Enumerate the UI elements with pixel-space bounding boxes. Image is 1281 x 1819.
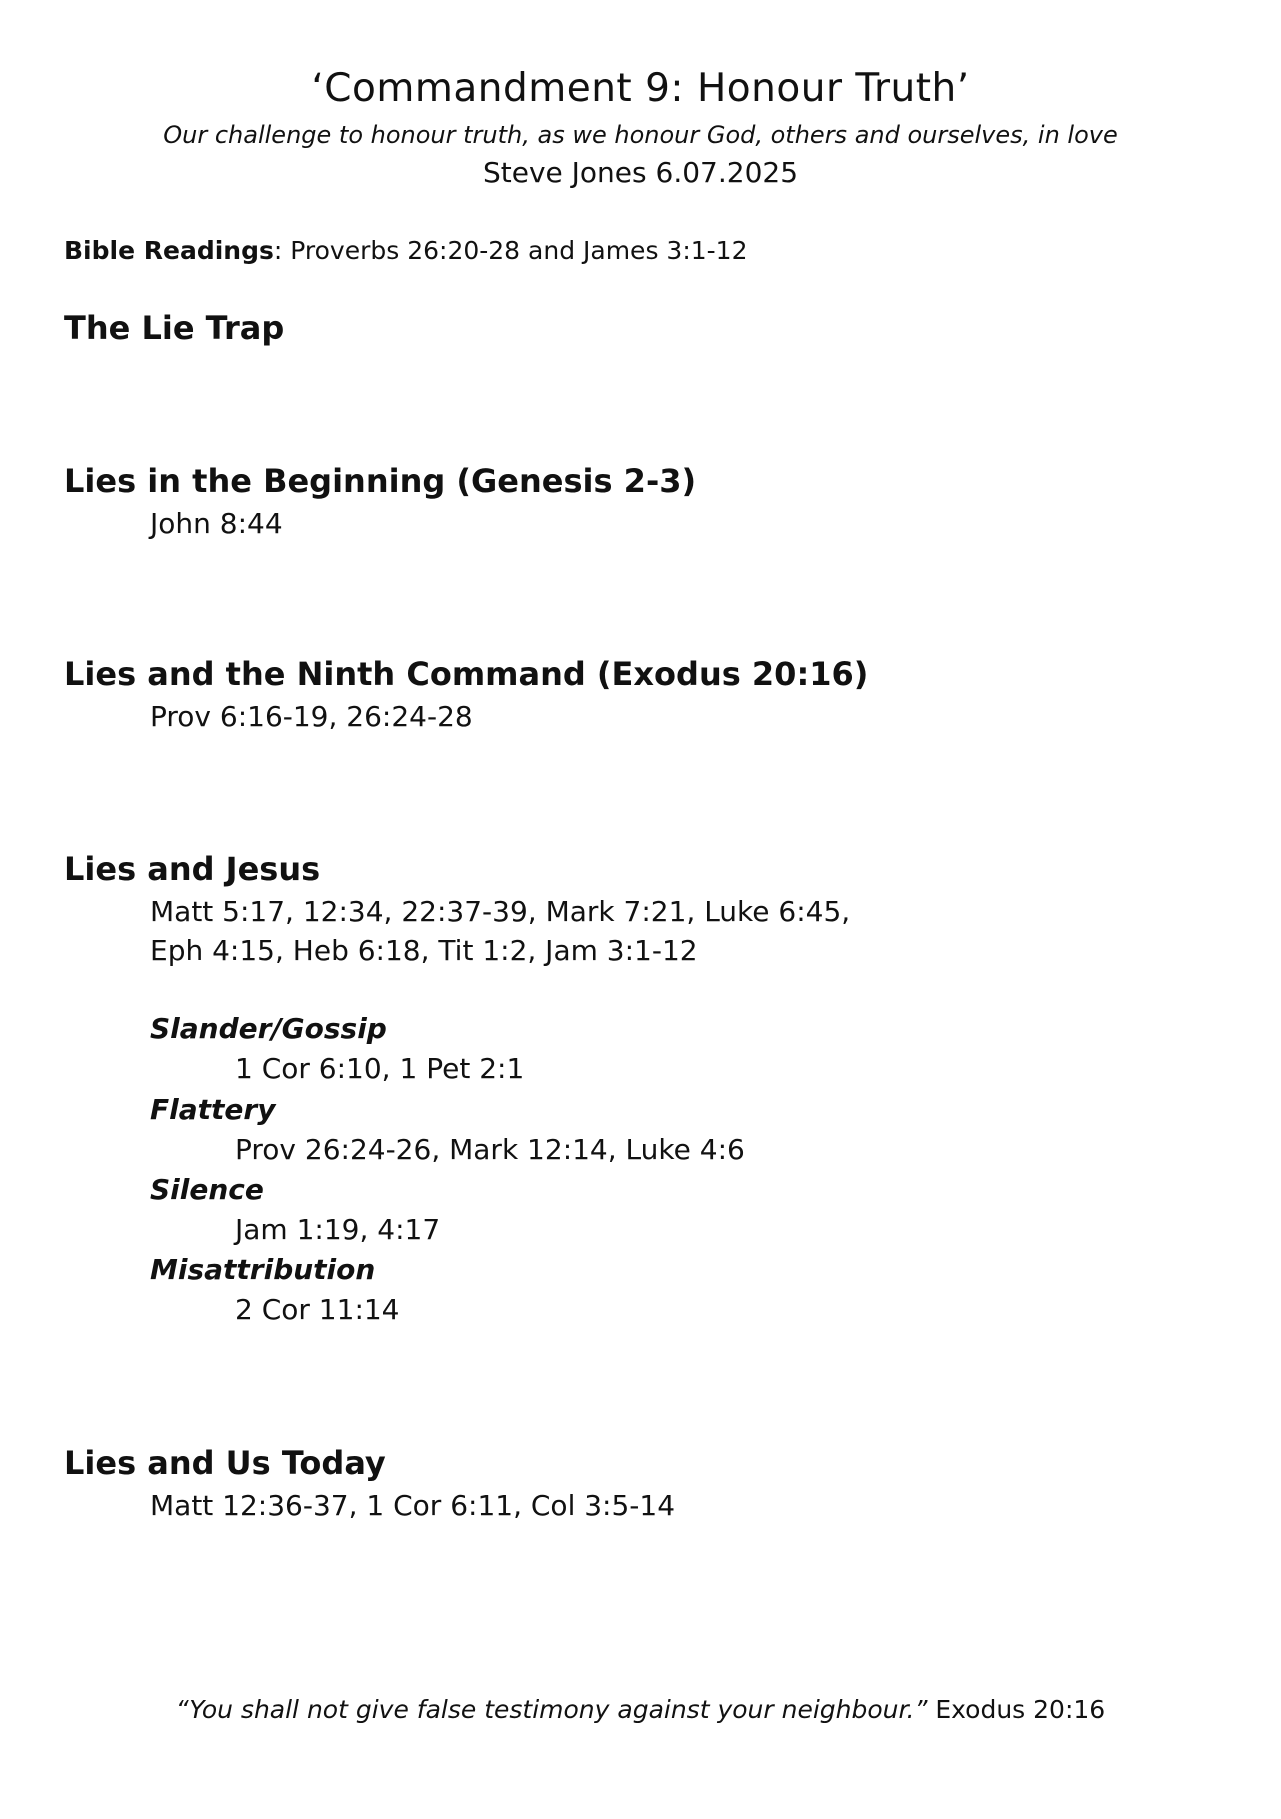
subsection-ref: Jam 1:19, 4:17 bbox=[235, 1213, 441, 1246]
section-heading-ninth-command: Lies and the Ninth Command (Exodus 20:16) bbox=[64, 655, 869, 693]
section-ref: John 8:44 bbox=[150, 507, 283, 540]
subsection-heading-silence: Silence bbox=[150, 1173, 264, 1206]
footer-quote bbox=[0, 1693, 1281, 1727]
section-heading-jesus: Lies and Jesus bbox=[64, 850, 321, 888]
bible-readings-text: Proverbs 26:20-28 and James 3:1-12 bbox=[290, 236, 748, 265]
section-heading-us-today: Lies and Us Today bbox=[64, 1444, 386, 1482]
section-ref: Prov 6:16-19, 26:24-28 bbox=[150, 700, 473, 733]
section-ref: Matt 12:36-37, 1 Cor 6:11, Col 3:5-14 bbox=[150, 1489, 676, 1522]
page-title: ‘Commandment 9: Honour Truth’ bbox=[311, 66, 970, 111]
subsection-heading-misattribution: Misattribution bbox=[150, 1253, 376, 1286]
author-date: Steve Jones 6.07.2025 bbox=[482, 156, 799, 189]
section-ref: Eph 4:15, Heb 6:18, Tit 1:2, Jam 3:1-12 bbox=[150, 934, 698, 967]
subsection-heading-slander: Slander/Gossip bbox=[150, 1012, 387, 1045]
bible-readings-label: Bible Readings bbox=[64, 236, 274, 265]
section-heading-beginning: Lies in the Beginning (Genesis 2-3) bbox=[64, 462, 697, 500]
subsection-ref: 1 Cor 6:10, 1 Pet 2:1 bbox=[235, 1052, 525, 1085]
page-subtitle: Our challenge to honour truth, as we honour God, others and ourselves, in love bbox=[163, 121, 1118, 149]
footer-quote-text: “You shall not give false testimony against your neighbour.” bbox=[175, 1695, 928, 1724]
section-heading-lie-trap: The Lie Trap bbox=[64, 309, 285, 347]
bible-readings bbox=[64, 234, 747, 268]
footer-quote-reference: Exodus 20:16 bbox=[927, 1695, 1106, 1724]
subsection-ref: Prov 26:24-26, Mark 12:14, Luke 4:6 bbox=[235, 1133, 745, 1166]
subsection-heading-flattery: Flattery bbox=[150, 1093, 276, 1126]
subsection-ref: 2 Cor 11:14 bbox=[235, 1293, 400, 1326]
section-ref: Matt 5:17, 12:34, 22:37-39, Mark 7:21, Luke 6:45, bbox=[150, 895, 851, 928]
bible-readings-separator: : bbox=[273, 236, 291, 265]
